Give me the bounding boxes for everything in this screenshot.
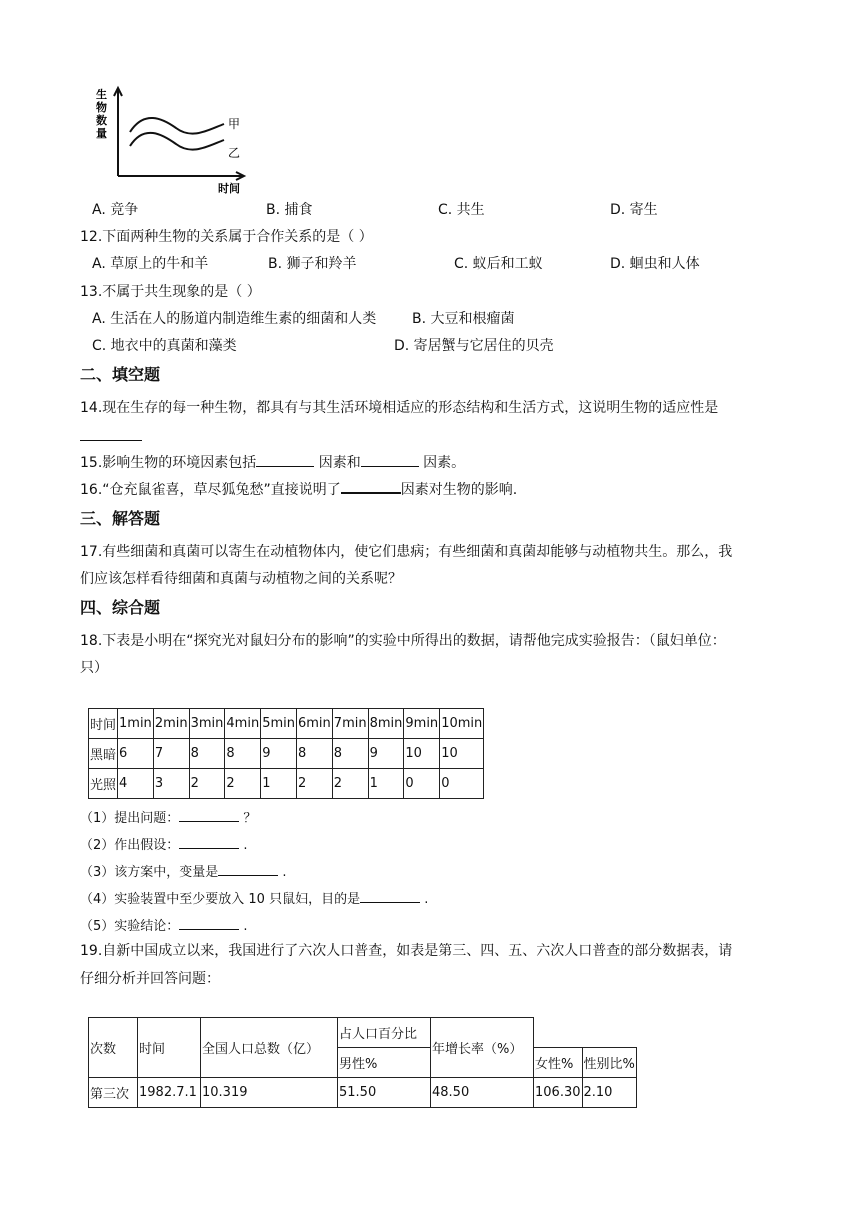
q18-line-1: 18.下表是小明在“探究光对鼠妇分布的影响”的实验中所得出的数据，请帮他完成实验报告：（鼠妇单位：	[80, 633, 726, 649]
q18-sub-2-text: （2）作出假设：	[80, 838, 180, 853]
table-cell: 6	[118, 739, 154, 769]
table-cell: 5min	[261, 709, 297, 739]
woodlouse-data-table	[88, 708, 484, 799]
q16-text-b: 因素对生物的影响.	[400, 482, 518, 498]
header-growth: 年增长率（%）	[431, 1018, 534, 1078]
table-cell: 9	[368, 739, 404, 769]
q12-option-b: B. 狮子和羚羊	[268, 256, 357, 272]
table-cell: 2min	[153, 709, 189, 739]
q18-sub-3-text: （3）该方案中，变量是	[80, 865, 219, 880]
q17-line-2: 们应该怎样看待细菌和真菌与动植物之间的关系呢？	[80, 571, 402, 587]
table-cell: 8	[332, 739, 368, 769]
table-cell: 10.319	[201, 1078, 338, 1108]
table-cell: 9	[261, 739, 297, 769]
q14-text: 14.现在生存的每一种生物，都具有与其生活环境相适应的形态结构和生活方式，这说明生物的适应性是	[80, 400, 719, 416]
section-heading-comprehensive: 四、综合题	[80, 598, 161, 617]
curve-label-jia: 甲	[228, 117, 241, 131]
header-count: 次数	[89, 1018, 138, 1078]
y-axis-label-2: 物	[96, 101, 107, 114]
table-cell: 2	[225, 769, 261, 799]
population-graph	[92, 84, 252, 196]
q14-blank[interactable]	[80, 440, 142, 441]
header-percent: 占人口百分比	[338, 1018, 431, 1048]
table-cell: 8min	[368, 709, 404, 739]
q18-sub-4-end: .	[420, 892, 429, 907]
q16-blank[interactable]	[341, 491, 401, 494]
header-total: 全国人口总数（亿）	[201, 1018, 338, 1078]
table-row	[89, 1018, 637, 1048]
q11-option-c: C. 共生	[438, 202, 485, 218]
table-cell: 10	[404, 739, 440, 769]
table-cell: 4min	[225, 709, 261, 739]
q18-blank-4[interactable]	[360, 901, 420, 903]
table-cell: 0	[404, 769, 440, 799]
table-cell: 7min	[332, 709, 368, 739]
q16-text-a: 16.“仓充鼠雀喜，草尽狐兔愁”直接说明了	[80, 482, 341, 498]
table-cell: 2	[189, 769, 225, 799]
table-cell: 51.50	[338, 1078, 431, 1108]
table-row	[89, 769, 484, 799]
table-cell: 时间	[89, 709, 118, 739]
q18-sub-2-end: .	[239, 838, 248, 853]
table-cell: 10min	[440, 709, 484, 739]
q15-text-c: 因素。	[418, 455, 466, 471]
curve-yi	[130, 133, 224, 150]
q13-option-a: A. 生活在人的肠道内制造维生素的细菌和人类	[92, 311, 377, 327]
table-cell: 3	[153, 769, 189, 799]
table-cell: 1min	[118, 709, 154, 739]
table-cell: 黑暗	[89, 739, 118, 769]
q18-blank-5[interactable]	[179, 928, 239, 930]
q16-line	[80, 479, 517, 499]
q13-option-b: B. 大豆和根瘤菌	[412, 311, 515, 327]
graph-axes	[114, 88, 244, 180]
header-male: 男性%	[338, 1048, 431, 1078]
table-cell: 光照	[89, 769, 118, 799]
q18-sub-3	[80, 859, 428, 886]
q18-sub-4-text: （4）实验装置中至少要放入 10 只鼠妇，目的是	[80, 892, 361, 907]
q18-blank-3[interactable]	[218, 874, 278, 876]
q18-sub-2	[80, 832, 428, 859]
table-cell: 8	[297, 739, 333, 769]
section-heading-answer: 三、解答题	[80, 509, 161, 528]
q11-option-d: D. 寄生	[610, 202, 658, 218]
table-cell: 6min	[297, 709, 333, 739]
q12-option-d: D. 蛔虫和人体	[610, 256, 700, 272]
table-cell: 4	[118, 769, 154, 799]
q19-line-2: 仔细分析并回答问题：	[80, 971, 220, 987]
q18-sub-5-end: .	[239, 919, 248, 934]
table-cell-empty	[582, 1018, 636, 1048]
q18-line-2: 只）	[80, 660, 108, 676]
y-axis-label-1: 生	[96, 88, 107, 101]
header-female: 女性%	[534, 1048, 583, 1078]
q11-option-a: A. 竞争	[92, 202, 139, 218]
table-cell: 2	[297, 769, 333, 799]
table-row	[89, 709, 484, 739]
q15-blank-1[interactable]	[256, 465, 314, 467]
q18-sub-1-end: ？	[239, 811, 257, 826]
x-axis-label: 时间	[218, 182, 240, 195]
table-cell: 1982.7.1	[138, 1078, 201, 1108]
table-cell: 9min	[404, 709, 440, 739]
curve-jia	[130, 118, 224, 134]
table-cell-empty	[534, 1018, 583, 1048]
header-time: 时间	[138, 1018, 201, 1078]
table-cell: 1	[261, 769, 297, 799]
q15-line	[80, 452, 465, 472]
table-cell: 10	[440, 739, 484, 769]
q18-sub-5	[80, 913, 428, 940]
y-axis-label-4: 量	[96, 127, 107, 140]
header-ratio: 性别比%	[582, 1048, 636, 1078]
table-cell: 0	[440, 769, 484, 799]
table-cell: 48.50	[431, 1078, 534, 1108]
table-cell: 3min	[189, 709, 225, 739]
q18-sub-1	[80, 805, 428, 832]
q18-subquestions	[80, 805, 428, 940]
census-table	[88, 1017, 637, 1108]
q11-option-b: B. 捕食	[266, 202, 313, 218]
q13-stem: 13.不属于共生现象的是（ ）	[80, 284, 261, 300]
table-cell: 7	[153, 739, 189, 769]
table-cell: 2	[332, 769, 368, 799]
q13-option-d: D. 寄居蟹与它居住的贝壳	[394, 338, 554, 354]
q18-blank-1[interactable]	[179, 820, 239, 822]
q18-sub-4	[80, 886, 428, 913]
table-cell: 2.10	[582, 1078, 636, 1108]
table-cell: 第三次	[89, 1078, 138, 1108]
q18-blank-2[interactable]	[179, 847, 239, 849]
table-row	[89, 739, 484, 769]
table-cell: 8	[225, 739, 261, 769]
table-row	[89, 1078, 637, 1108]
q13-option-c: C. 地衣中的真菌和藻类	[92, 338, 237, 354]
q17-line-1: 17.有些细菌和真菌可以寄生在动植物体内，使它们患病；有些细菌和真菌却能够与动植物共生。那么，我	[80, 544, 733, 560]
table-cell: 106.30	[534, 1078, 583, 1108]
q18-sub-1-text: （1）提出问题：	[80, 811, 180, 826]
q18-sub-3-end: .	[278, 865, 287, 880]
curve-label-yi: 乙	[228, 146, 241, 160]
q12-stem: 12.下面两种生物的关系属于合作关系的是（ ）	[80, 229, 373, 245]
section-heading-fill-blank: 二、填空题	[80, 365, 161, 384]
q15-text-a: 15.影响生物的环境因素包括	[80, 455, 257, 471]
q12-option-a: A. 草原上的牛和羊	[92, 256, 209, 272]
q18-sub-5-text: （5）实验结论：	[80, 919, 180, 934]
table-cell: 8	[189, 739, 225, 769]
q12-option-c: C. 蚁后和工蚁	[454, 256, 543, 272]
q15-text-b: 因素和	[314, 455, 361, 471]
y-axis-label-3: 数	[96, 114, 107, 127]
q15-blank-2[interactable]	[361, 465, 419, 467]
q19-line-1: 19.自新中国成立以来，我国进行了六次人口普查，如表是第三、四、五、六次人口普查的部分数据表，请	[80, 943, 733, 959]
table-cell: 1	[368, 769, 404, 799]
